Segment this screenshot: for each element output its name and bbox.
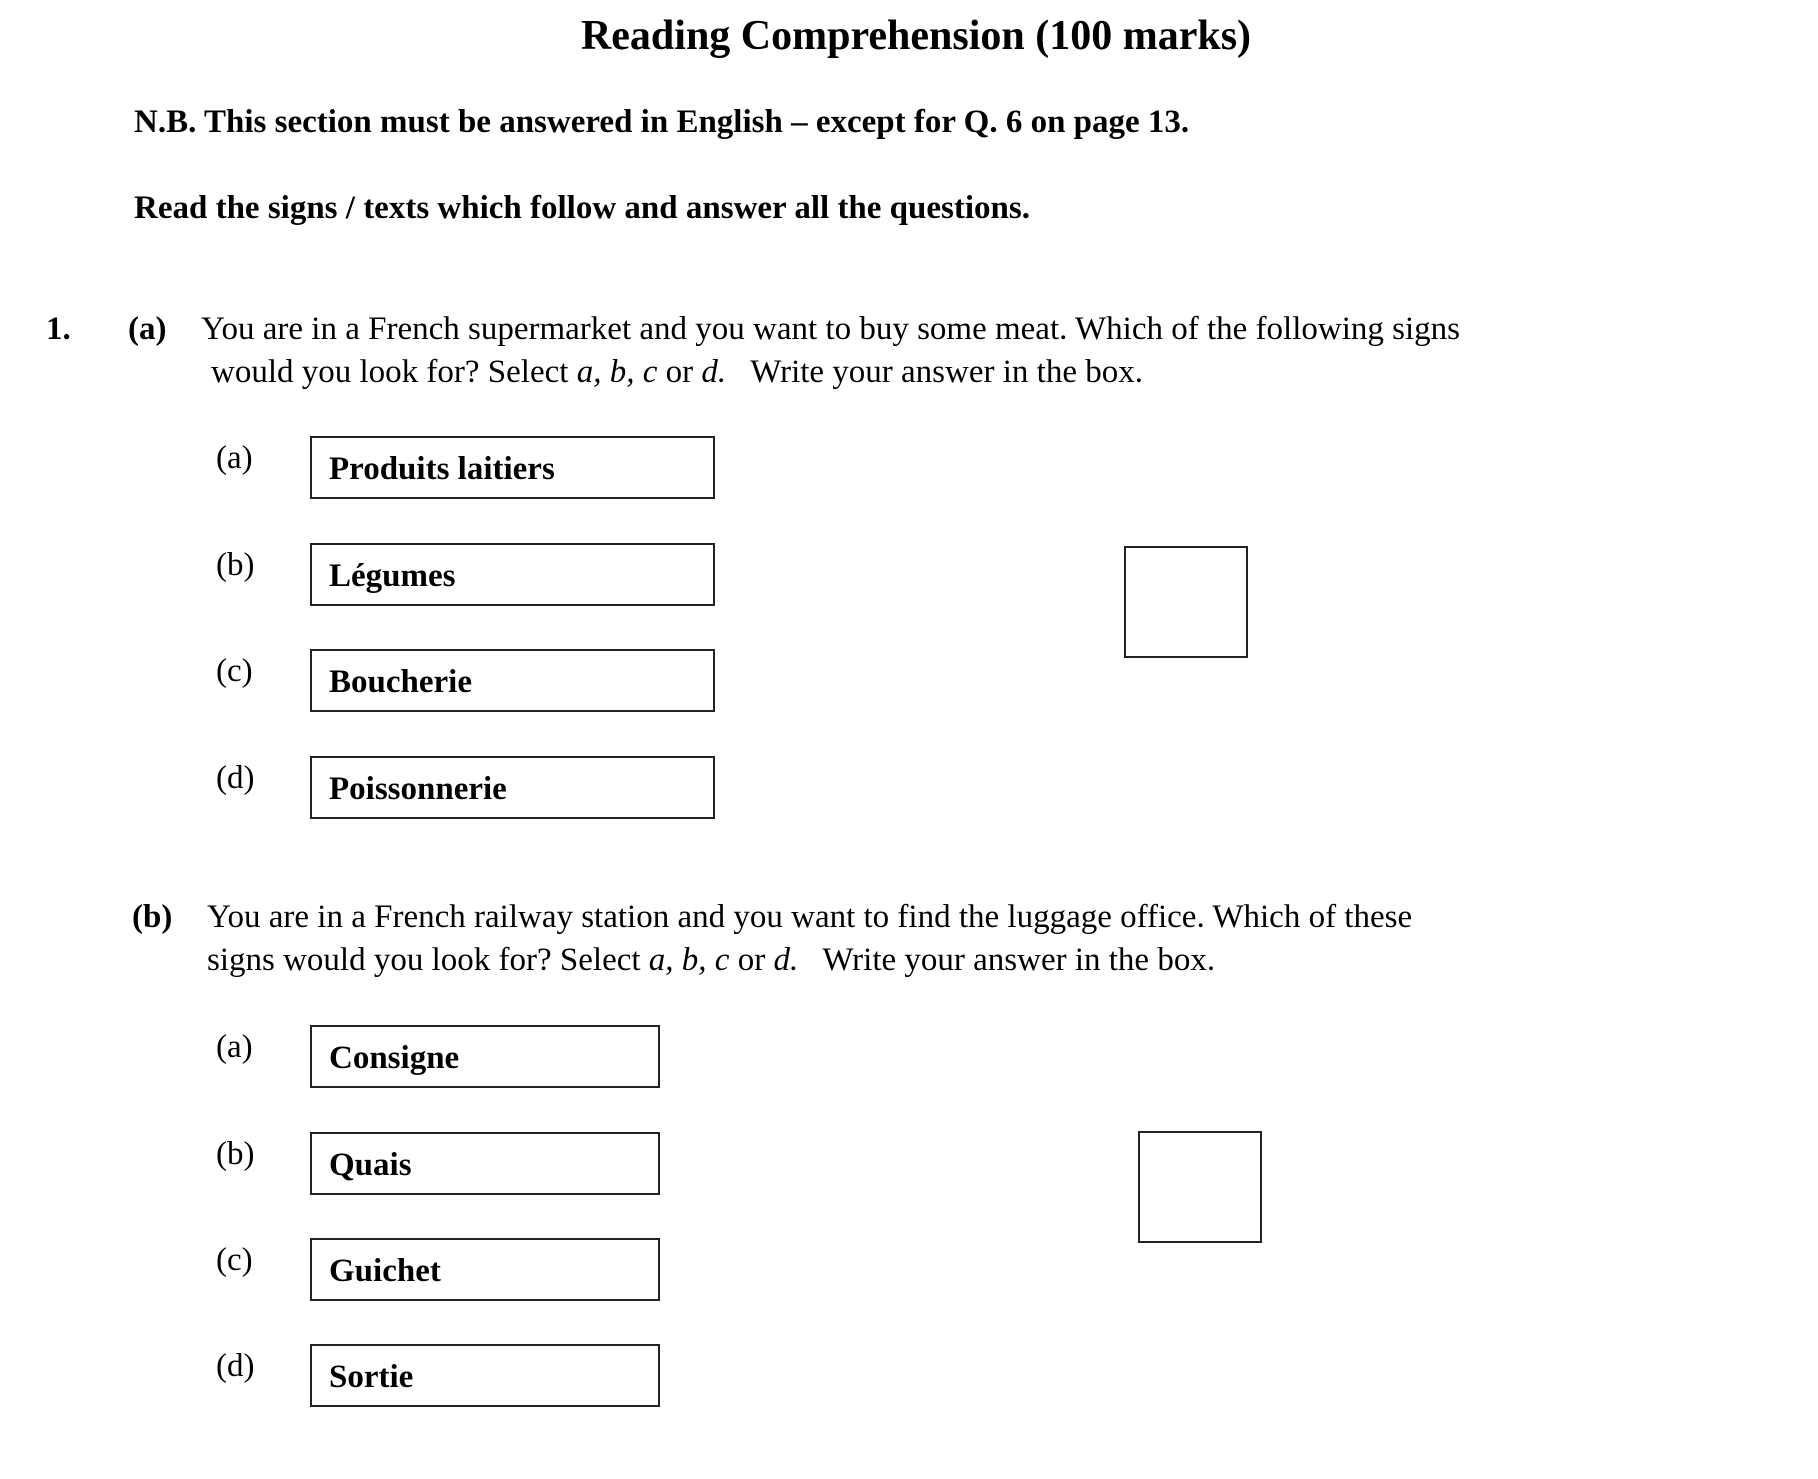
sign-box: Quais bbox=[310, 1132, 660, 1195]
answer-box-b[interactable] bbox=[1138, 1131, 1262, 1243]
text-italic: d. bbox=[701, 354, 727, 390]
text: signs would you look for? Select bbox=[207, 942, 649, 978]
text: would you look for? Select bbox=[211, 354, 577, 390]
sign-box: Produits laitiers bbox=[310, 436, 715, 499]
part-a-question-line2 bbox=[211, 354, 1143, 391]
sign-box: Sortie bbox=[310, 1344, 660, 1407]
text: or bbox=[729, 942, 774, 978]
text: Write your answer in the box. bbox=[726, 354, 1143, 390]
instruction: Read the signs / texts which follow and answer all the questions. bbox=[134, 190, 1030, 226]
nb-note: N.B. This section must be answered in English – except for Q. 6 on page 13. bbox=[134, 104, 1190, 140]
option-label: (b) bbox=[216, 1136, 255, 1172]
text: Write your answer in the box. bbox=[798, 942, 1216, 978]
option-label: (a) bbox=[216, 440, 253, 476]
part-a-question-line1: You are in a French supermarket and you want to buy some meat. Which of the following signs bbox=[201, 311, 1460, 347]
sign-box: Légumes bbox=[310, 543, 715, 606]
part-a-label: (a) bbox=[128, 311, 167, 347]
text-italic: a, b, c bbox=[576, 354, 658, 390]
text: or bbox=[657, 354, 702, 390]
question-number: 1. bbox=[46, 311, 71, 347]
option-label: (b) bbox=[216, 547, 255, 583]
part-b-label: (b) bbox=[132, 899, 173, 935]
option-label: (d) bbox=[216, 1348, 255, 1384]
sign-box: Consigne bbox=[310, 1025, 660, 1088]
sign-box: Boucherie bbox=[310, 649, 715, 712]
option-label: (c) bbox=[216, 653, 253, 689]
part-b-question-line2 bbox=[207, 942, 1215, 979]
answer-box-a[interactable] bbox=[1124, 546, 1248, 658]
text-italic: d. bbox=[773, 942, 799, 978]
sign-box: Poissonnerie bbox=[310, 756, 715, 819]
option-label: (a) bbox=[216, 1029, 253, 1065]
part-b-question-line1: You are in a French railway station and you want to find the luggage office. Which of these bbox=[207, 899, 1413, 935]
page-title: Reading Comprehension (100 marks) bbox=[580, 13, 1252, 59]
text-italic: a, b, c bbox=[648, 942, 730, 978]
option-label: (c) bbox=[216, 1242, 253, 1278]
sign-box: Guichet bbox=[310, 1238, 660, 1301]
option-label: (d) bbox=[216, 760, 255, 796]
